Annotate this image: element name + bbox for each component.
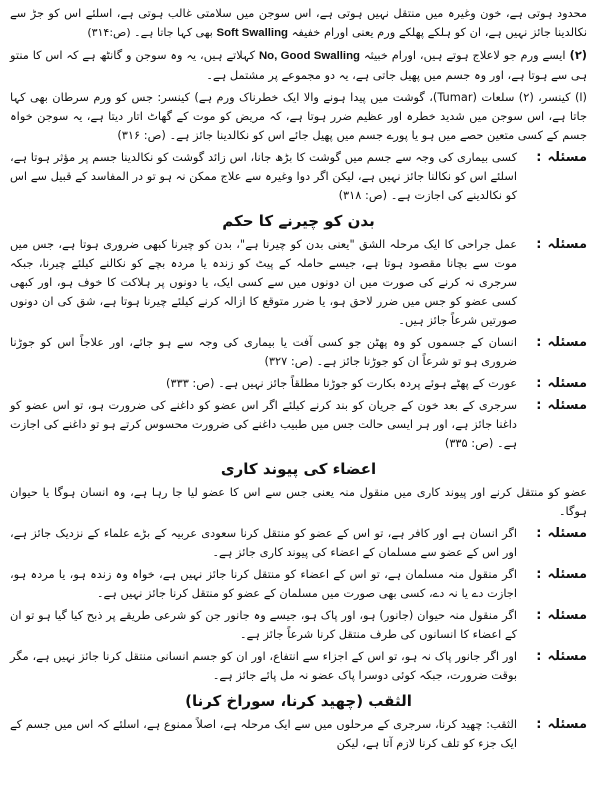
- masala-1: [10, 148, 587, 205]
- masala-4-text: عورت کے پھٹے ہوئے پردہ بکارت کو جوڑنا مطلقاً جائز نہیں ہے۔ (ص: ۳۳۳): [166, 376, 517, 390]
- paragraph-4: عضو کو منتقل کرنے اور پیوند کاری میں منقول منہ یعنی جس سے اس کا عضو لیا جا رہا ہے، وہ انسان ہوگا یا حیوان ہوگا۔: [10, 485, 587, 518]
- masala-9-text: اور اگر جانور پاک نہ ہو، تو اس کے اجزاء سے انتفاع، اور ان کو جسم انسانی منتقل کرنا جائز نہیں ہے، مگر بوقت ضرورت، جبکہ کوئی دوسرا پاک عضو نہ مل پائے جائز ہے۔: [10, 649, 517, 682]
- masala-8-text: اگر منقول منہ حیوان (جانور) ہو، اور پاک ہو، جیسے وہ جانور جن کو شرعی طریقے پر ذبح کیا گیا ہو تو ان کے اعضاء کا انسانوں کی طرف منتقل کرنا شرعاً جائز ہے۔: [10, 608, 517, 641]
- masala-8: [10, 606, 587, 644]
- masala-6: [10, 524, 587, 562]
- paragraph-1-tail: بھی کہا جاتا ہے۔ (ص:۳۱۴): [87, 26, 213, 39]
- masala-label: مسئلہ:: [536, 717, 587, 732]
- masala-label: مسئلہ:: [536, 526, 587, 541]
- paragraph-2-text: ایسے ورم جو لاعلاج ہوتے ہیں، اورام خبیثہ: [363, 48, 566, 62]
- masala-3-text: انسان کے جسموں کو وہ پھٹن جو کسی آفت یا بیماری کی وجہ سے ہو جائے، اور علاجاً اس کو جوڑنا ضروری ہو تو شرعاً ان کو جوڑنا جائز ہے۔ (ص: ۳۲۷): [10, 335, 517, 368]
- paragraph-2-tail: کہلاتے ہیں، یہ وہ سوجن و گانٹھ ہے کہ اس کا منتو ہی سے ہوتا ہے، اور وہ جسم میں پھیل جاتی ہے، یہ دو مجموعے پر مشتمل ہے۔: [10, 48, 587, 82]
- masala-3: [10, 333, 587, 371]
- masala-5-text: سرجری کے بعد خون کے جریان کو بند کرنے کیلئے اگر اس عضو کو داغنے کی ضرورت ہو، تو اس عضو کو داغنا جائز ہے، اور ہر ایسی حالت جس میں طبیب داغنے کی ضرورت محسوس کرتے ہو تو داغنے کی اجازت ہے۔ (ص: ۳۳۵): [10, 398, 517, 450]
- masala-2-text: عمل جراحی کا ایک مرحلہ الشق "یعنی بدن کو چیرنا ہے"، بدن کو چیرنا کبھی ضروری ہوتا ہے، جس میں موت سے بچانا مقصود ہوتا ہے، جیسے حاملہ کے پیٹ کو زندہ یا مردہ بچے کو نکالنے کیلئے چیرنا، جبکہ سرجری نہ کرنے کی صورت میں ان دونوں میں سے کسی ایک، یا دونوں پر ہلاکت کا خوف ہو، اور کبھی کسی عضو کو جس میں ضرر لاحق ہو، یا ضرر متوقع کا ازالہ کرنے کیلئے چیرنا ہوتا ہے، شق کی ان دونوں صورتیں شرعاً جائز ہیں۔: [10, 237, 517, 327]
- paragraph-1-text: محدود ہوتی ہے، خون وغیرہ میں منتقل نہیں ہوتی ہے، اس سوجن میں سلامتی غالب ہوتی ہے، اسلئے اس کو جڑ سے نکالدینا جائز نہیں ہے، ان کو ہلکے پھلکے ورم یعنی اورام خفیفہ: [10, 6, 587, 39]
- masala-label: مسئلہ:: [536, 376, 587, 391]
- paragraph-1-latin: Soft Swalling: [216, 27, 289, 39]
- section-heading-transplant: اعضاء کی پیوند کاری: [220, 460, 377, 478]
- masala-10: [10, 715, 587, 753]
- masala-label: مسئلہ:: [536, 649, 587, 664]
- paragraph-1: [10, 4, 587, 43]
- masala-label: مسئلہ:: [536, 608, 587, 623]
- masala-1-text: کسی بیماری کی وجہ سے جسم میں گوشت کا بڑھ جانا، اس زائد گوشت کو نکالدینا جسم پر مؤثر ہوتا ہے، اسلئے اس کو نکالنا جائز نہیں ہے، لیکن اگر دوا وغیرہ سے علاج ممکن نہ ہو تو در المفاسد کے قبیل سے اس کو نکالدینے کی اجازت ہے۔ (ص: ۳۱۸): [10, 150, 517, 202]
- masala-label: مسئلہ:: [536, 567, 587, 582]
- masala-label: مسئلہ:: [536, 237, 587, 252]
- masala-label: مسئلہ:: [536, 335, 587, 350]
- masala-5: [10, 396, 587, 453]
- paragraph-3: (ا) کینسر، (۲) سلعات (Tumar)، گوشت میں پیدا ہونے والا ایک خطرناک ورم ہے) کینسر: جس کو ورم سرطان بھی کہا جاتا ہے، اس سوجن میں شدید خطرہ اور عظیم ضرر ہوتا ہے، کہ مریض کو موت کے گھاٹ اتار دیتا ہے، یہ سوجن خواہ جسم کے کسی متعین حصے میں ہو یا پورے جسم میں پھیل جائے اس کو نکالدینا جائز ہے۔ (ص: ۳۱۶): [10, 90, 587, 142]
- masala-2: [10, 235, 587, 330]
- masala-label: مسئلہ:: [536, 398, 587, 413]
- paragraph-2-latin: No, Good Swalling: [258, 50, 360, 62]
- masala-10-text: الثقب: چھید کرنا، سرجری کے مرحلوں میں سے ایک مرحلہ ہے، اصلاً ممنوع ہے، اسلئے کہ اس میں جسم کے ایک جزء کو تلف کرنا لازم آتا ہے، لیکن: [10, 717, 517, 750]
- section-heading-incision: بدن کو چیرنے کا حکم: [222, 212, 375, 230]
- paragraph-2: [10, 46, 587, 85]
- paragraph-2-number: (۲): [569, 48, 587, 62]
- masala-label: مسئلہ:: [536, 150, 587, 165]
- masala-9: [10, 647, 587, 685]
- masala-7: [10, 565, 587, 603]
- masala-7-text: اگر منقول منہ مسلمان ہے، تو اس کے اعضاء کو منتقل کرنا جائز نہیں ہے، خواہ وہ زندہ ہو، یا مردہ ہو، اجازت دے یا نہ دے، کسی بھی صورت میں مسلمان کے عضو کو منتقل کرنا جائز نہیں ہے۔: [10, 567, 517, 600]
- section-heading-piercing: الثقب (چھید کرنا، سوراخ کرنا): [185, 692, 412, 710]
- masala-4: [10, 374, 587, 393]
- masala-6-text: اگر انسان ہے اور کافر ہے، تو اس کے عضو کو منتقل کرنا سعودی عربیہ کے بڑے علماء کے نزدیک جائز ہے، اور اس کے عضو سے مسلمان کے اعضاء کی پیوند کاری جائز ہے۔: [10, 526, 517, 559]
